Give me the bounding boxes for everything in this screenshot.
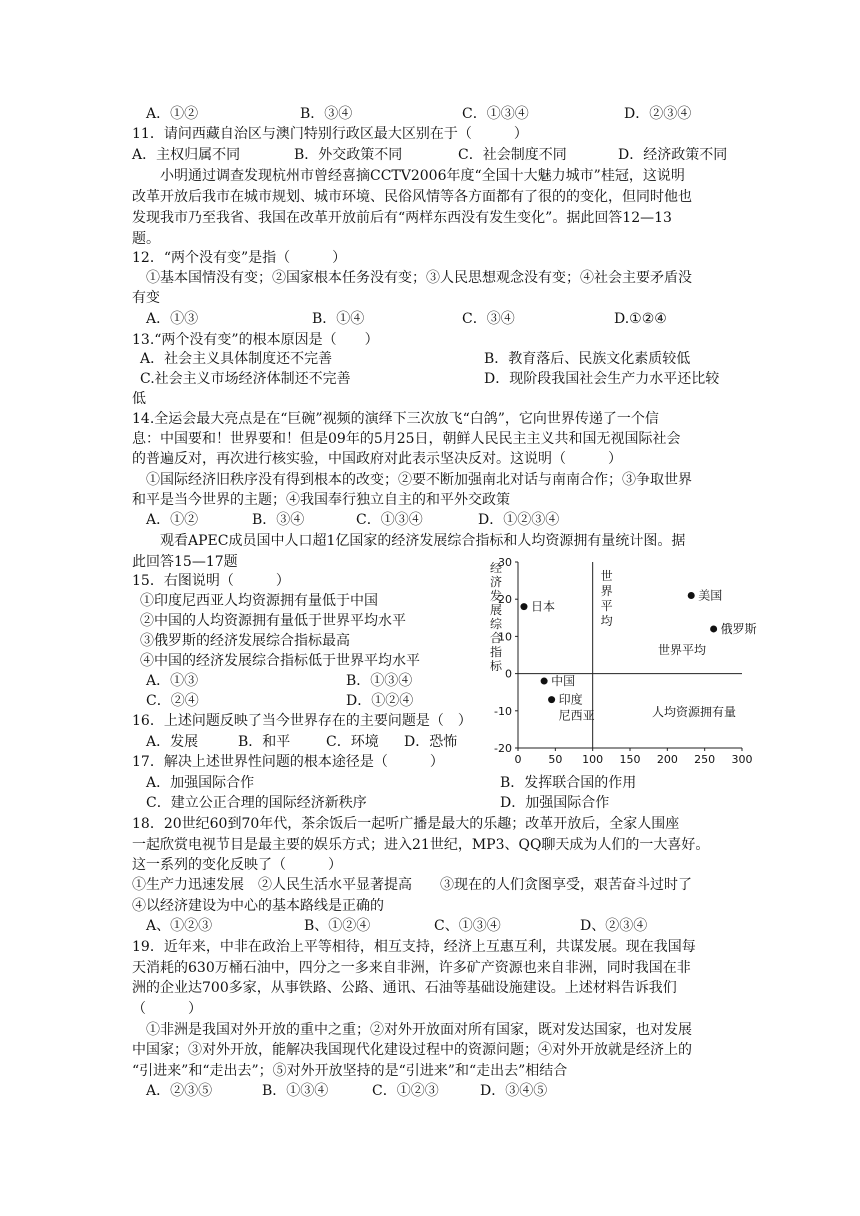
data-point-label: 印度 (558, 692, 583, 707)
x-axis-label: 人均资源拥有量 (652, 705, 737, 719)
passage-line: 改革开放后我市在城市规划、城市环境、民俗风情等各方面都有了很的的变化，但同时他也 (132, 189, 692, 205)
data-point (548, 696, 555, 703)
q18-line: 这一系列的变化反映了（ ） (132, 857, 342, 873)
q14-option-c: C．①③④ (356, 512, 423, 528)
q10-option-c: C．①③④ (462, 106, 529, 122)
x-tick-label: 200 (656, 753, 678, 764)
q12-option-c: C．③④ (462, 311, 515, 327)
y-tick-label: 0 (505, 667, 512, 681)
q19-line: 天消耗的630万桶石油中，四分之一多来自非洲，许多矿产资源也来自非洲，同时我国在非 (132, 960, 691, 976)
q13-stem: 13.“两个没有变”的根本原因是（ ） (132, 332, 379, 348)
q18-line: 一起欣赏电视节目是最主要的娱乐方式；进入21世纪，MP3、QQ聊天成为人们的一大喜好。 (132, 837, 710, 853)
q18-option-c: C、①③④ (434, 918, 501, 934)
q11-stem: 11．请问西藏自治区与澳门特别行政区最大区别在于（ ） (132, 126, 528, 142)
y-tick-label: 10 (498, 630, 512, 644)
q14-line: 和平是当今世界的主题；④我国奉行独立自主的和平外交政策 (132, 492, 510, 508)
q11-option-b: B．外交政策不同 (294, 147, 403, 163)
q17-option-b: B．发挥联合国的作用 (500, 775, 637, 791)
y-tick-label: -10 (494, 704, 512, 718)
q11-option-c: C．社会制度不同 (458, 147, 567, 163)
data-point (520, 603, 527, 610)
q18-line: 18．20世纪60到70年代，茶余饭后一起听广播是最大的乐趣；改革开放后，全家人围座 (132, 816, 680, 832)
q19-line: “引进来”和“走出去”；⑤对外开放坚持的是“引进来”和“走出去”相结合 (132, 1063, 568, 1079)
q17-option-c: C．建立公正合理的国际经济新秩序 (146, 795, 367, 811)
x-tick-label: 150 (619, 753, 641, 764)
data-point (541, 678, 548, 685)
reference-x-label: 世界平均 (600, 569, 613, 628)
q19-line: ①非洲是我国对外开放的重中之重；②对外开放面对所有国家，既对发达国家，也对发展 (132, 1022, 692, 1038)
q12-option-b: B．①④ (312, 311, 365, 327)
q17-option-d: D．加强国际合作 (500, 795, 610, 811)
q10-option-d: D．②③④ (624, 106, 692, 122)
y-tick-label: 30 (498, 556, 512, 569)
q13-option-d: D．现阶段我国社会生产力水平还比较 (484, 371, 720, 387)
passage-line: 题。 (132, 231, 160, 247)
q15-item: ③俄罗斯的经济发展综合指标最高 (140, 633, 350, 649)
q16-option-a: A．发展 (146, 734, 199, 750)
q14-option-d: D．①②③④ (478, 512, 560, 528)
x-tick-label: 300 (731, 753, 753, 764)
x-tick-label: 50 (548, 753, 563, 764)
q14-line: ①国际经济旧秩序没有得到根本的改变；②要不断加强南北对话与南南合作；③争取世界 (132, 472, 692, 488)
q15-option-c: C．②④ (146, 693, 199, 709)
q15-stem: 15．右图说明（ ） (132, 573, 290, 589)
chart-points (520, 588, 756, 722)
q15-item: ①印度尼西亚人均资源拥有量低于中国 (140, 593, 378, 609)
y-tick-label: 20 (498, 593, 512, 607)
q15-option-b: B．①③④ (346, 673, 413, 689)
data-point-label: 俄罗斯 (720, 621, 757, 636)
q12-body: ①基本国情没有变；②国家根本任务没有变；③人民思想观念没有变；④社会主要矛盾没 (132, 270, 692, 286)
q10-option-a: A．①② (146, 106, 199, 122)
q11-option-d: D．经济政策不同 (618, 147, 728, 163)
q13-option-b: B．教育落后、民族文化素质较低 (484, 351, 691, 367)
y-tick-label: -20 (494, 742, 512, 755)
passage-15-17-line: 观看APEC成员国中人口超1亿国家的经济发展综合指标和人均资源拥有量统计图。据 (132, 533, 686, 549)
q18-line: ④以经济建设为中心的基本路线是正确的 (132, 898, 384, 914)
q12-body: 有变 (132, 290, 160, 306)
q13-option-c: C.社会主义市场经济体制还不完善 (140, 371, 351, 387)
q19-line: 中国家；③对外开放，能解决我国现代化建设过程中的资源问题；④对外开放就是经济上的 (132, 1042, 692, 1058)
data-point-label: 中国 (551, 674, 576, 689)
q16-option-b: B．和平 (238, 734, 291, 750)
q14-option-b: B．③④ (252, 512, 305, 528)
data-point (710, 625, 717, 632)
q13-wrap: 低 (132, 391, 146, 407)
chart-ticks (494, 556, 752, 764)
q10-option-b: B．③④ (300, 106, 353, 122)
q15-option-d: D．①②④ (346, 693, 414, 709)
x-tick-label: 0 (514, 753, 522, 764)
q19-option-c: C．①②③ (372, 1083, 439, 1099)
q18-line: ①生产力迅速发展 ②人民生活水平显著提高 ③现在的人们贪图享受，艰苦奋斗过时了 (132, 877, 692, 893)
y-axis-label: 经济发展综合指标 (490, 561, 503, 673)
q19-option-b: B．①③④ (262, 1083, 329, 1099)
q19-line: 19．近年来，中非在政治上平等相待，相互支持，经济上互惠互利，共谋发展。现在我国每 (132, 939, 696, 955)
q14-line: 14.全运会最大亮点是在“巨碗”视频的演绎下三次放飞“白鸽”，它向世界传递了一个信 (132, 411, 659, 427)
q14-option-a: A．①② (146, 512, 199, 528)
q15-option-a: A．①③ (146, 673, 199, 689)
q14-line: 息：中国要和！世界要和！但是09年的5月25日，朝鲜人民民主主义共和国无视国际社会 (132, 431, 681, 447)
q16-stem: 16．上述问题反映了当今世界存在的主要问题是（ ） (132, 713, 472, 729)
q19-line: （ ） (132, 1001, 202, 1017)
q19-line: 洲的企业达700多家，从事铁路、公路、通讯、石油等基础设施建设。上述材料告诉我们 (132, 980, 677, 996)
q12-option-d: D.①②④ (614, 311, 667, 327)
q12-option-a: A．①③ (146, 311, 199, 327)
q19-option-d: D．③④⑤ (480, 1083, 548, 1099)
q16-option-d: D．恐怖 (404, 734, 458, 750)
passage-line: 小明通过调查发现杭州市曾经喜摘CCTV2006年度“全国十大魅力城市”桂冠，这说明 (132, 168, 685, 184)
x-tick-label: 250 (694, 753, 716, 764)
q12-stem: 12．“两个没有变”是指（ ） (132, 250, 347, 266)
q17-option-a: A．加强国际合作 (146, 775, 255, 791)
q11-option-a: A．主权归属不同 (132, 147, 241, 163)
data-point-label: 美国 (698, 588, 723, 603)
q15-item: ④中国的经济发展综合指标低于世界平均水平 (140, 653, 420, 669)
data-point (688, 592, 695, 599)
q18-option-b: B、①②④ (304, 918, 371, 934)
q19-option-a: A．②③⑤ (146, 1083, 213, 1099)
scatter-chart (474, 552, 764, 764)
q14-line: 的普遍反对，再次进行核实验，中国政府对此表示坚决反对。这说明（ ） (132, 451, 622, 467)
q13-option-a: A．社会主义具体制度还不完善 (140, 351, 333, 367)
q15-item: ②中国的人均资源拥有量低于世界平均水平 (140, 613, 406, 629)
passage-line: 发现我市乃至我省、我国在改革开放前后有“两样东西没有发生变化”。据此回答12—13 (132, 210, 672, 226)
q17-stem: 17．解决上述世界性问题的根本途径是（ ） (132, 754, 444, 770)
x-tick-label: 100 (582, 753, 604, 764)
q18-option-a: A、①②③ (146, 918, 213, 934)
q18-option-d: D、②③④ (580, 918, 648, 934)
data-point-label: 日本 (530, 599, 555, 614)
passage-15-17-line: 此回答15—17题 (132, 554, 238, 570)
reference-y-label: 世界平均 (658, 643, 707, 657)
data-point-label: 尼西亚 (558, 708, 595, 723)
q16-option-c: C．环境 (326, 734, 379, 750)
